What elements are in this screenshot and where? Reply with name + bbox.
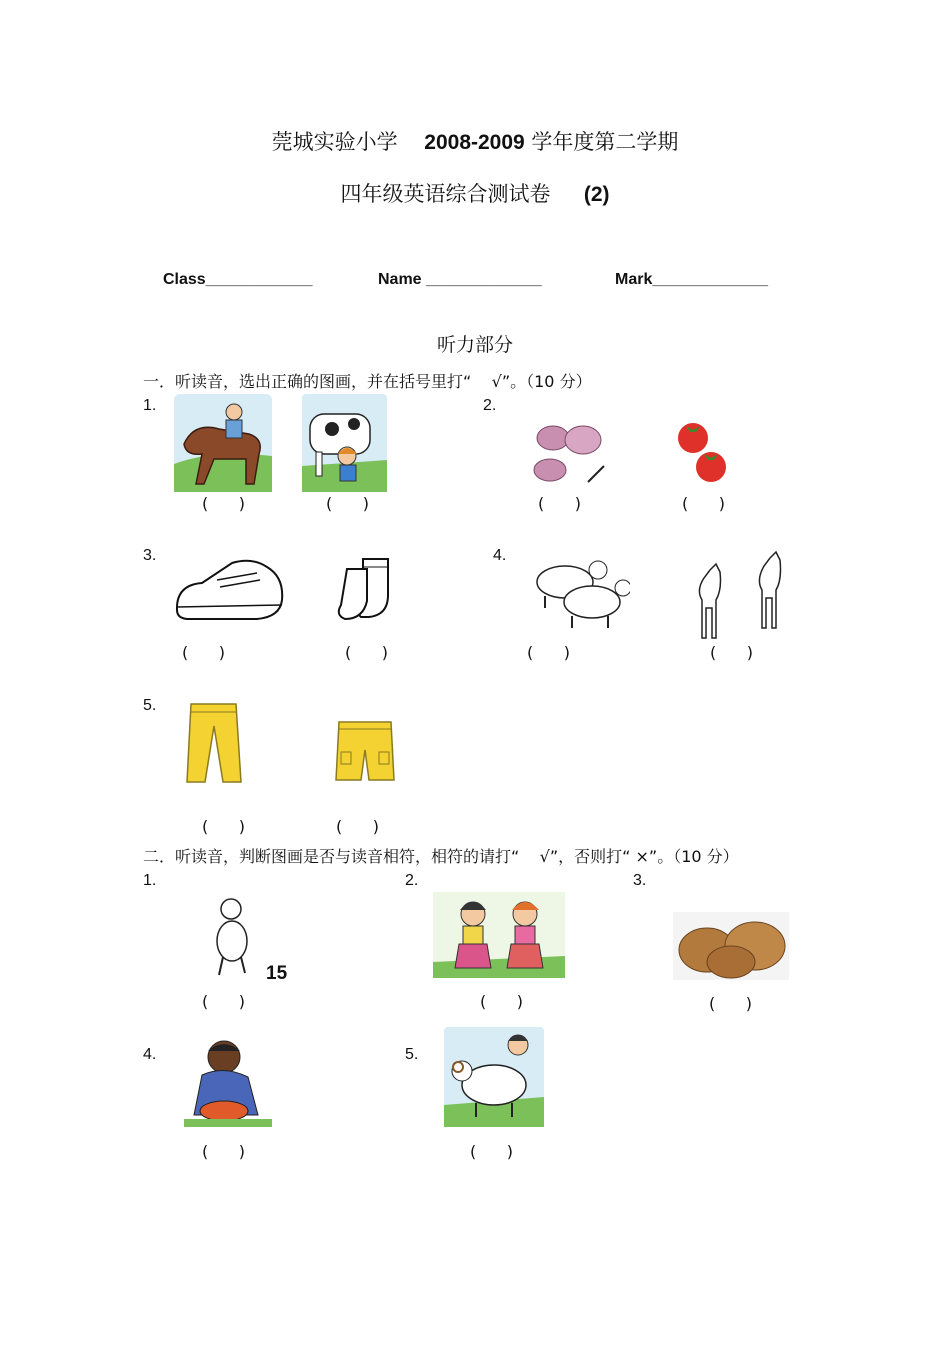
p1-item1-number: 1.: [143, 397, 157, 414]
p1-item5-answer-a[interactable]: ( ): [202, 817, 245, 836]
p2-item4-number: 4.: [143, 1046, 157, 1063]
p2-item5-answer[interactable]: ( ): [470, 1142, 513, 1161]
p2-item1-answer[interactable]: ( ): [202, 992, 245, 1011]
part1-instruction: 一．听读音，选出正确的图画，并在括号里打“ √”。（10 分）: [143, 372, 592, 391]
p2-item1-number: 1.: [143, 872, 157, 889]
name-field[interactable]: Name _____________: [378, 271, 542, 288]
shoe-picture: [172, 555, 287, 625]
p1-item5-number: 5.: [143, 697, 157, 714]
sheep-picture: [530, 552, 630, 630]
p1-item4-answer-b[interactable]: ( ): [710, 643, 753, 662]
p1-item1-answer-a[interactable]: ( ): [202, 494, 245, 513]
school-year: 2008-2009: [424, 131, 525, 154]
boy-riding-horse-picture: [174, 394, 272, 492]
p1-item2-answer-b[interactable]: ( ): [682, 494, 725, 513]
exam-title-line1: [0, 126, 950, 156]
page-number: 15: [266, 963, 288, 984]
potatoes-picture: [673, 912, 789, 980]
p1-item1-answer-b[interactable]: ( ): [326, 494, 369, 513]
onions-picture: [528, 420, 608, 488]
p1-item3-answer-a[interactable]: ( ): [182, 643, 225, 662]
paper-number: (2): [583, 183, 610, 206]
section-title: 听力部分: [436, 334, 513, 356]
shorts-picture: [335, 720, 395, 782]
socks-picture: [333, 555, 395, 625]
p1-item2-number: 2.: [483, 397, 497, 414]
boy-with-cow-picture: [302, 394, 387, 492]
exam-title-line2: [0, 178, 950, 208]
term: 学年度第二学期: [531, 130, 679, 154]
tomatoes-picture: [676, 422, 730, 484]
p2-item2-answer[interactable]: ( ): [480, 992, 523, 1011]
p2-item3-answer[interactable]: ( ): [709, 994, 752, 1013]
p1-item3-number: 3.: [143, 547, 157, 564]
p2-item2-number: 2.: [405, 872, 419, 889]
p1-item2-answer-a[interactable]: ( ): [538, 494, 581, 513]
boy-with-sheep-picture: [444, 1027, 544, 1127]
part2-instruction: 二．听读音，判断图画是否与读音相符，相符的请打“ √”，否则打“ ×”。（10 分）: [143, 847, 739, 866]
mark-field[interactable]: Mark_____________: [615, 271, 769, 288]
p2-item5-number: 5.: [405, 1046, 419, 1063]
goats-picture: [686, 550, 794, 642]
girls-dancing-picture: [433, 892, 565, 978]
p2-item4-answer[interactable]: ( ): [202, 1142, 245, 1161]
p1-item5-answer-b[interactable]: ( ): [336, 817, 379, 836]
boy-washing-picture: [184, 1035, 272, 1129]
school-name: 莞城实验小学: [271, 130, 398, 154]
trousers-picture: [185, 702, 242, 784]
p1-item4-number: 4.: [493, 547, 507, 564]
p2-item3-number: 3.: [633, 872, 647, 889]
p1-item3-answer-b[interactable]: ( ): [345, 643, 388, 662]
exam-name: 四年级英语综合测试卷: [340, 182, 551, 206]
p1-item4-answer-a[interactable]: ( ): [527, 643, 570, 662]
lamb-picture: [205, 895, 257, 977]
class-field[interactable]: Class____________: [163, 271, 313, 288]
